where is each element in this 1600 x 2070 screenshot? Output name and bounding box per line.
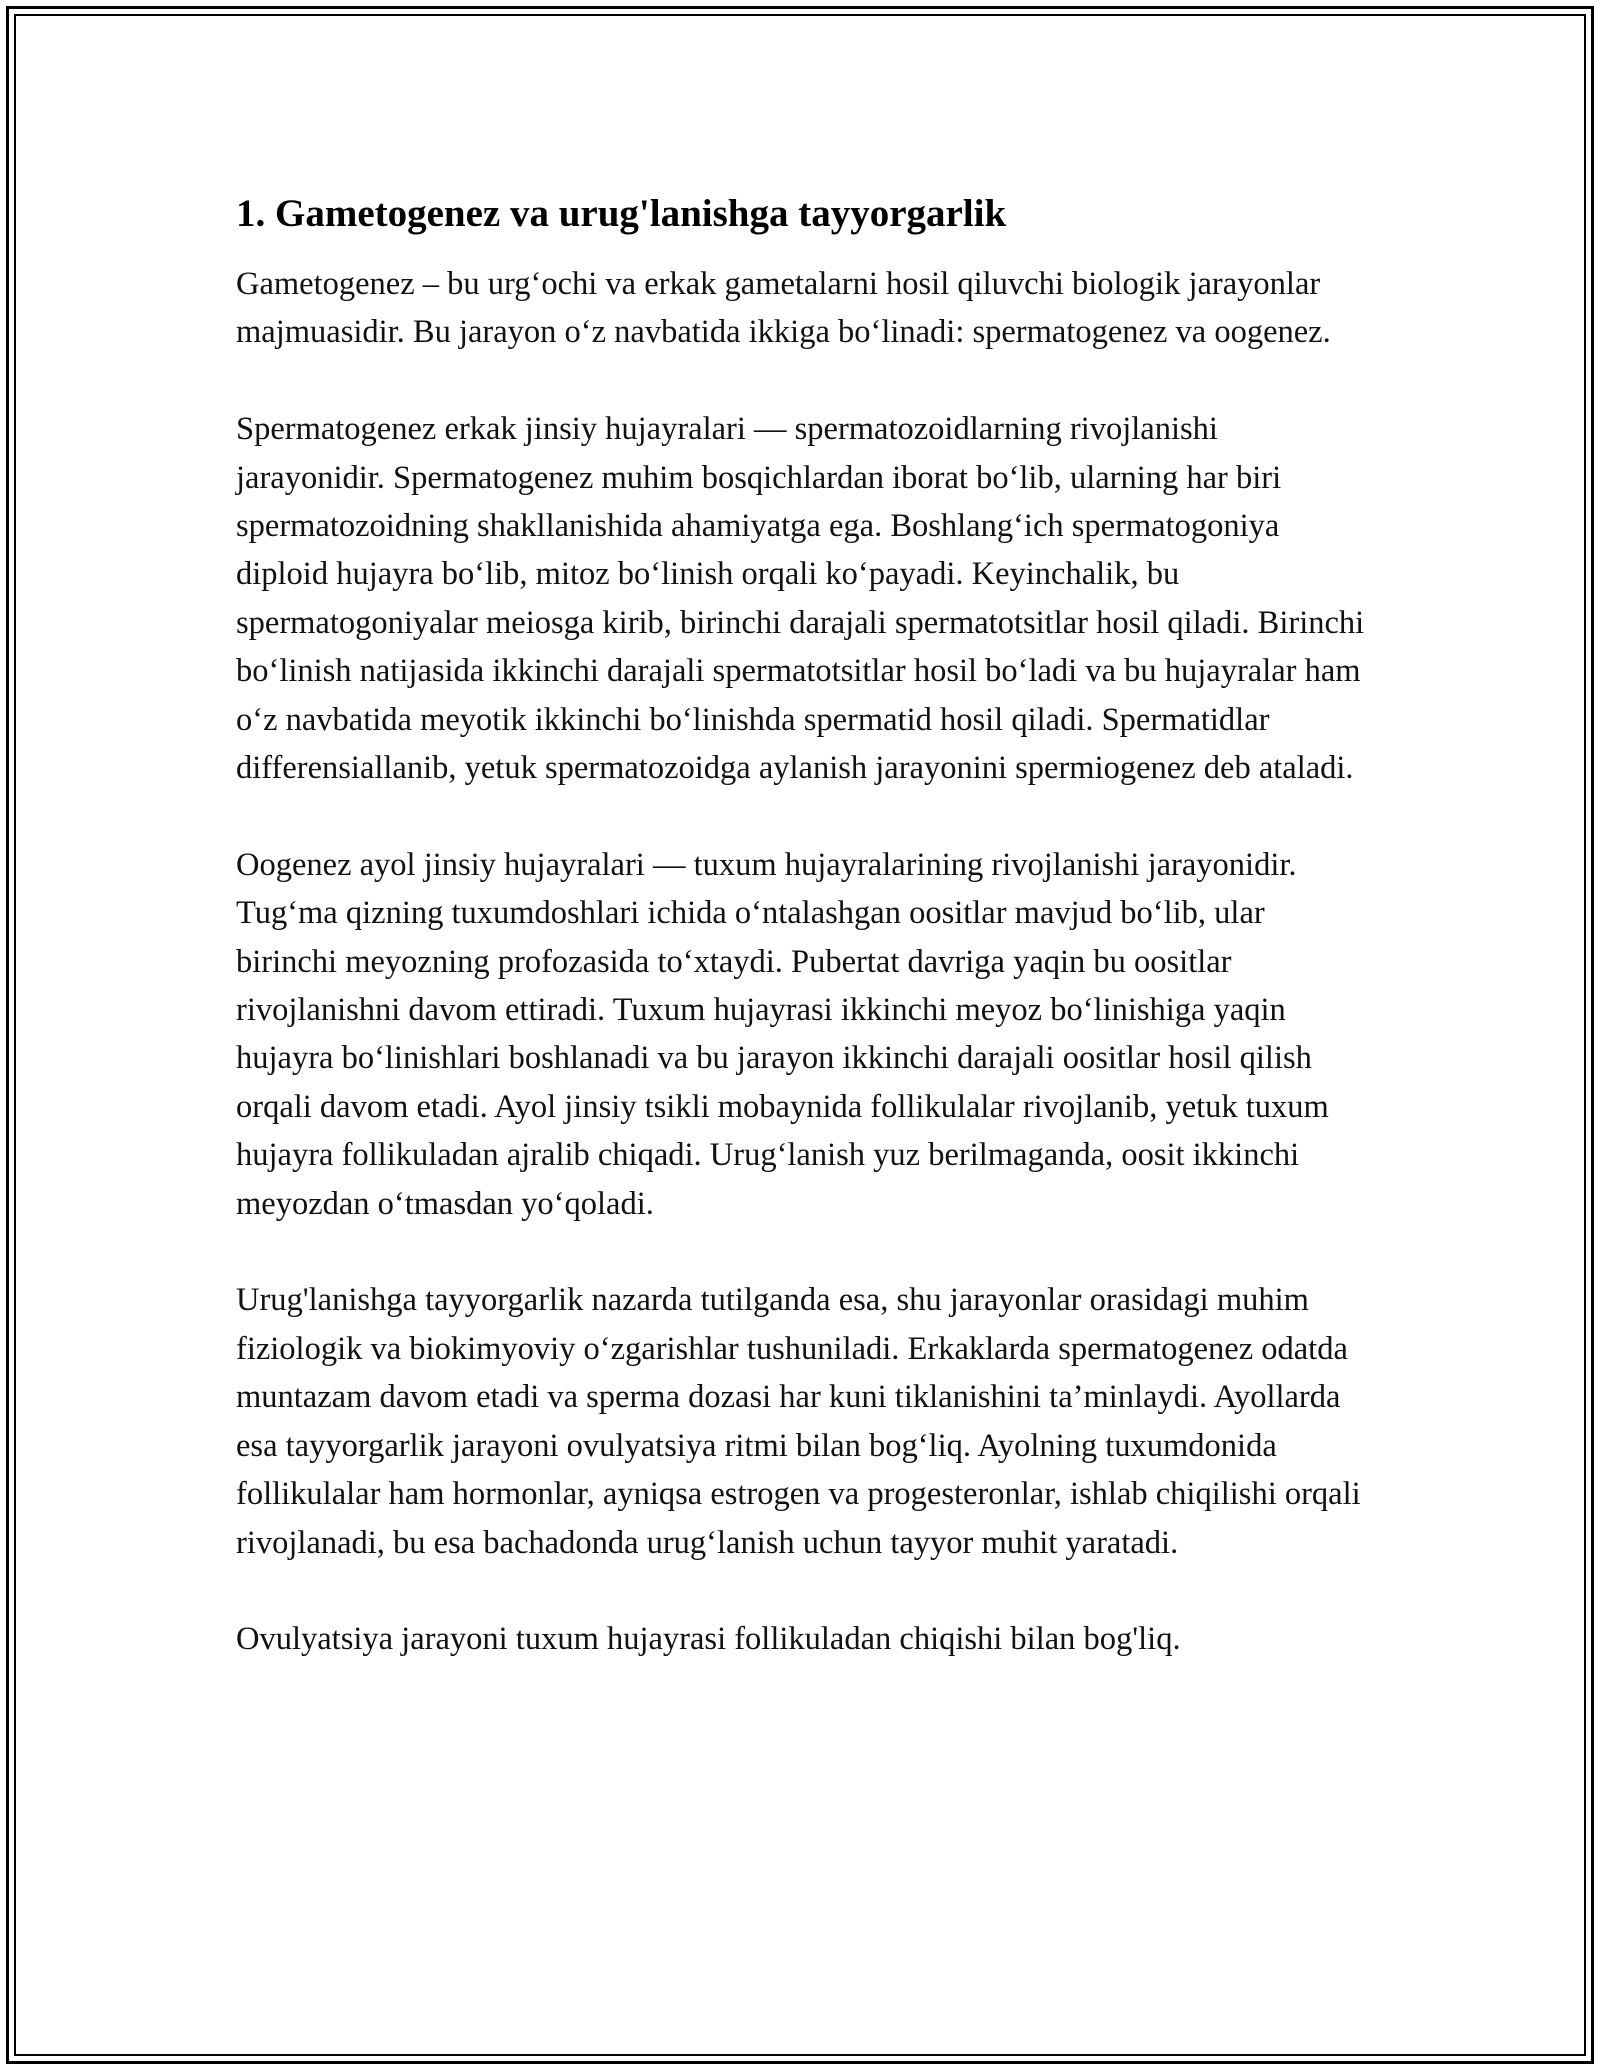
- document-body: [236, 188, 1366, 1712]
- paragraph-fertilization-preparation: Urug'lanishga tayyorgarlik nazarda tutilganda esa, shu jarayonlar orasidagi muhim fiziologik va biokimyoviy o‘zgarishlar tushuniladi. Erkaklarda spermatogenez odatda muntazam davom etadi va sperma dozasi har kuni tiklanishini ta’minlaydi. Ayollarda esa tayyorgarlik jarayoni ovulyatsiya ritmi bilan bog‘liq. Ayolning tuxumdonida follikulalar ham hormonlar, ayniqsa estrogen va progesteronlar, ishlab chiqilishi orqali rivojlanadi, bu esa bachadonda urug‘lanish uchun tayyor muhit yaratadi.: [236, 1282, 1361, 1561]
- paragraph-oogenesis: Oogenez ayol jinsiy hujayralari — tuxum hujayralarining rivojlanishi jarayonidir. Tug‘ma qizning tuxumdoshlari ichida o‘ntalashgan oositlar mavjud bo‘lib, ular birinchi meyozning profozasida to‘xtaydi. Pubertat davriga yaqin bu oositlar rivojlanishni davom ettiradi. Tuxum hujayrasi ikkinchi meyoz bo‘linishiga yaqin hujayra bo‘linishlari boshlanadi va bu jarayon ikkinchi darajali oositlar hosil qilish orqali davom etadi. Ayol jinsiy tsikli mobaynida follikulalar rivojlanib, yetuk tuxum hujayra follikuladan ajralib chiqadi. Urug‘lanish yuz berilmaganda, oosit ikkinchi meyozdan o‘tmasdan yo‘qoladi.: [236, 846, 1329, 1222]
- paragraph-spermatogenesis: Spermatogenez erkak jinsiy hujayralari — spermatozoidlarning rivojlanishi jarayonidir. Spermatogenez muhim bosqichlardan iborat bo‘lib, ularning har biri spermatozoidning shakllanishida ahamiyatga ega. Boshlang‘ich spermatogoniya diploid hujayra bo‘lib, mitoz bo‘linish orqali ko‘payadi. Keyinchalik, bu spermatogoniyalar meiosga kirib, birinchi darajali spermatotsitlar hosil qiladi. Birinchi bo‘linish natijasida ikkinchi darajali spermatotsitlar hosil bo‘ladi va bu hujayralar ham o‘z navbatida meyotik ikkinchi bo‘linishda spermatid hosil qiladi. Spermatidlar differensiallanib, yetuk spermatozoidga aylanish jarayonini spermiogenez deb ataladi.: [236, 411, 1365, 787]
- paragraph-ovulation: Ovulyatsiya jarayoni tuxum hujayrasi follikuladan chiqishi bilan bog'liq.: [236, 1621, 1181, 1658]
- section-heading: 1. Gametogenez va urug'lanishga tayyorgarlik: [236, 192, 1007, 235]
- paragraph-gametogenesis: Gametogenez – bu urg‘ochi va erkak gametalarni hosil qiluvchi biologik jarayonlar majmuasidir. Bu jarayon o‘z navbatida ikkiga bo‘linadi: spermatogenez va oogenez.: [236, 266, 1331, 351]
